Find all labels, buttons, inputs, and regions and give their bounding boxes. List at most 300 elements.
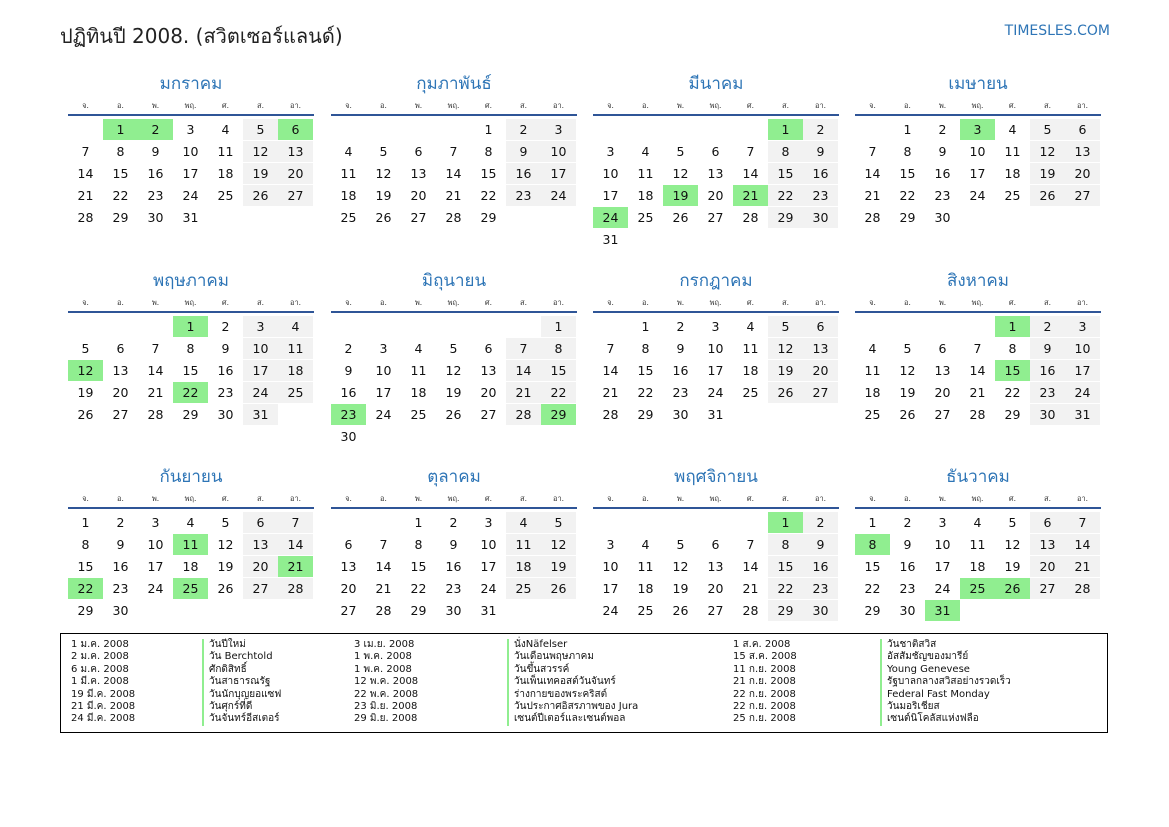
month-name: กันยายน	[159, 467, 223, 487]
day-cell: 18	[278, 360, 313, 381]
day-cell: 8	[186, 341, 195, 356]
holiday-date: 11 ก.ย. 2008	[733, 663, 796, 675]
day-cell: 2	[903, 515, 912, 530]
week-row	[855, 578, 1101, 600]
holiday-day-cell: 8	[855, 534, 890, 555]
weekday-label: ศ.	[1008, 100, 1017, 110]
week-row	[68, 360, 314, 382]
weekday-header	[593, 490, 839, 509]
holiday-name: ร่างกายของพระคริสต์	[507, 689, 638, 701]
day-cell: 2	[116, 515, 125, 530]
holiday-name-column	[202, 639, 281, 726]
week-row	[331, 382, 577, 404]
day-cell: 25	[637, 210, 654, 225]
day-cell: 28	[147, 407, 164, 422]
day-cell: 1	[903, 122, 912, 137]
day-cell: 27	[340, 603, 357, 618]
empty-day-cell	[331, 119, 366, 140]
weekday-label: พฤ.	[709, 297, 722, 307]
week-row	[331, 207, 577, 229]
day-cell: 23	[445, 581, 462, 596]
day-cell: 20	[1065, 163, 1100, 184]
day-cell: 4	[868, 341, 877, 356]
day-cell: 15	[410, 559, 427, 574]
holiday-day-cell: 6	[278, 119, 313, 140]
day-cell: 6	[711, 144, 720, 159]
weekday-label: จ.	[869, 493, 876, 503]
weekday-label: ศ.	[221, 100, 230, 110]
day-cell: 30	[1030, 404, 1065, 425]
weekday-label: อา.	[552, 297, 565, 307]
day-cell: 19	[1004, 559, 1021, 574]
day-cell: 7	[151, 341, 160, 356]
holiday-day-cell: 22	[173, 382, 208, 403]
weekday-label: อ.	[380, 493, 387, 503]
weekday-label: ส.	[520, 493, 527, 503]
day-cell: 14	[742, 559, 759, 574]
weekday-label: ส.	[1044, 100, 1051, 110]
empty-day-cell	[208, 207, 243, 228]
day-cell: 2	[221, 319, 230, 334]
day-cell: 13	[480, 363, 497, 378]
empty-day-cell	[733, 404, 768, 425]
day-cell: 26	[672, 603, 689, 618]
weekday-label: พ.	[938, 493, 947, 503]
day-cell: 31	[480, 603, 497, 618]
day-cell: 6	[711, 537, 720, 552]
empty-day-cell	[208, 600, 243, 621]
day-cell: 24	[1065, 382, 1100, 403]
weekday-label: อา.	[552, 100, 565, 110]
holiday-date: 1 มี.ค. 2008	[71, 676, 129, 688]
day-cell: 29	[899, 210, 916, 225]
week-row	[855, 534, 1101, 556]
day-cell: 4	[186, 515, 195, 530]
day-cell: 28	[77, 210, 94, 225]
day-cell: 6	[243, 512, 278, 533]
month-name: ตุลาคม	[427, 467, 481, 487]
day-cell: 20	[480, 385, 497, 400]
day-cell: 16	[112, 559, 129, 574]
day-cell: 24	[147, 581, 164, 596]
holiday-day-cell: 11	[173, 534, 208, 555]
holiday-date: 1 ม.ค. 2008	[71, 639, 129, 650]
week-row	[68, 338, 314, 360]
weekday-label: พฤ.	[184, 297, 197, 307]
day-cell: 14	[506, 360, 541, 381]
empty-day-cell	[506, 600, 541, 621]
day-cell: 5	[541, 512, 576, 533]
day-cell: 4	[278, 316, 313, 337]
day-cell: 8	[116, 144, 125, 159]
week-row	[68, 382, 314, 404]
day-cell: 28	[742, 603, 759, 618]
holiday-day-cell: 26	[995, 578, 1030, 599]
day-cell: 13	[934, 363, 951, 378]
day-cell: 19	[768, 360, 803, 381]
weekday-label: อ.	[904, 297, 911, 307]
day-cell: 20	[243, 556, 278, 577]
day-cell: 20	[278, 163, 313, 184]
day-cell: 3	[151, 515, 160, 530]
weekday-label: พฤ.	[709, 493, 722, 503]
week-row	[593, 185, 839, 207]
holiday-date: 3 เม.ย. 2008	[354, 639, 415, 650]
month-name: กรกฎาคม	[679, 271, 753, 291]
week-row	[593, 207, 839, 229]
day-cell: 15	[112, 166, 129, 181]
holiday-date: 25 ก.ย. 2008	[733, 713, 796, 725]
day-cell: 9	[506, 141, 541, 162]
empty-day-cell	[803, 404, 838, 425]
weekday-header	[331, 294, 577, 313]
empty-day-cell	[401, 119, 436, 140]
day-cell: 14	[969, 363, 986, 378]
weekday-header	[593, 294, 839, 313]
day-cell: 25	[410, 407, 427, 422]
day-cell: 23	[506, 185, 541, 206]
weekday-label: อ.	[904, 493, 911, 503]
month-name: มีนาคม	[688, 74, 744, 94]
day-cell: 8	[541, 338, 576, 359]
day-cell: 23	[803, 578, 838, 599]
day-cell: 25	[637, 603, 654, 618]
day-cell: 30	[340, 429, 357, 444]
holiday-name: วันชาติสวิส	[880, 639, 1011, 651]
day-cell: 22	[864, 581, 881, 596]
day-cell: 16	[672, 363, 689, 378]
empty-day-cell	[593, 119, 628, 140]
holiday-name: วัน Berchtold	[202, 651, 281, 663]
day-cell: 11	[1004, 144, 1021, 159]
day-cell: 8	[1008, 341, 1017, 356]
empty-day-cell	[733, 119, 768, 140]
day-cell: 5	[676, 537, 685, 552]
week-row	[593, 163, 839, 185]
day-cell: 15	[182, 363, 199, 378]
day-cell: 21	[147, 385, 164, 400]
day-cell: 30	[445, 603, 462, 618]
day-cell: 10	[707, 341, 724, 356]
holiday-name-column	[507, 639, 638, 726]
day-cell: 18	[637, 581, 654, 596]
weekday-label: พฤ.	[971, 493, 984, 503]
day-cell: 1	[484, 122, 493, 137]
day-cell: 17	[182, 166, 199, 181]
day-cell: 22	[1004, 385, 1021, 400]
holiday-name: วันมอริเชียส	[880, 701, 1011, 713]
week-row	[593, 119, 839, 141]
day-cell: 7	[973, 341, 982, 356]
day-cell: 26	[899, 407, 916, 422]
week-row	[331, 360, 577, 382]
empty-day-cell	[366, 119, 401, 140]
day-cell: 12	[1004, 537, 1021, 552]
holiday-name: วันศุกร์ที่ดี	[202, 701, 281, 713]
weekday-label: จ.	[869, 100, 876, 110]
week-row	[593, 229, 839, 251]
empty-day-cell	[663, 512, 698, 533]
week-row	[855, 163, 1101, 185]
day-cell: 19	[77, 385, 94, 400]
day-cell: 31	[182, 210, 199, 225]
day-cell: 22	[768, 185, 803, 206]
day-cell: 7	[278, 512, 313, 533]
holiday-date: 21 มี.ค. 2008	[71, 700, 136, 712]
day-cell: 16	[803, 163, 838, 184]
empty-day-cell	[331, 316, 366, 337]
day-cell: 29	[768, 207, 803, 228]
day-cell: 23	[934, 188, 951, 203]
weekday-label: อ.	[642, 100, 649, 110]
month-block	[593, 270, 839, 426]
day-cell: 28	[278, 578, 313, 599]
day-cell: 19	[899, 385, 916, 400]
empty-day-cell	[1065, 207, 1100, 228]
day-cell: 18	[864, 385, 881, 400]
holiday-day-cell: 2	[138, 119, 173, 140]
holiday-name: นั่งNäfelser	[507, 639, 638, 651]
day-cell: 20	[410, 188, 427, 203]
day-cell: 30	[147, 210, 164, 225]
empty-day-cell	[506, 316, 541, 337]
week-row	[331, 338, 577, 360]
day-cell: 11	[340, 166, 357, 181]
day-cell: 19	[672, 581, 689, 596]
day-cell: 5	[903, 341, 912, 356]
day-cell: 2	[803, 119, 838, 140]
holiday-date: 12 พ.ค. 2008	[354, 676, 419, 688]
holiday-date: 29 มิ.ย. 2008	[354, 713, 418, 725]
week-row	[68, 600, 314, 622]
weekday-label: ส.	[1044, 493, 1051, 503]
day-cell: 20	[707, 581, 724, 596]
day-cell: 1	[541, 316, 576, 337]
day-cell: 5	[449, 341, 458, 356]
weekday-label: จ.	[869, 297, 876, 307]
day-cell: 9	[903, 537, 912, 552]
day-cell: 21	[742, 581, 759, 596]
weekday-label: ส.	[257, 493, 264, 503]
holiday-date: 23 มิ.ย. 2008	[354, 700, 418, 712]
weekday-header	[68, 490, 314, 509]
week-row	[331, 316, 577, 338]
day-cell: 28	[602, 407, 619, 422]
week-row	[593, 556, 839, 578]
day-cell: 10	[602, 166, 619, 181]
week-row	[331, 534, 577, 556]
month-name: มิถุนายน	[421, 271, 487, 291]
day-cell: 28	[445, 210, 462, 225]
holiday-name: วันเพ็นเทคอสต์วันจันทร์	[507, 676, 638, 688]
month-block	[855, 73, 1101, 229]
day-cell: 4	[344, 144, 353, 159]
empty-day-cell	[138, 316, 173, 337]
day-cell: 23	[803, 185, 838, 206]
empty-day-cell	[173, 600, 208, 621]
day-cell: 4	[641, 144, 650, 159]
weekday-label: ศ.	[746, 100, 755, 110]
weekday-label: จ.	[345, 493, 352, 503]
weekday-label: ส.	[257, 100, 264, 110]
weekday-label: ส.	[1044, 297, 1051, 307]
day-cell: 3	[484, 515, 493, 530]
day-cell: 29	[182, 407, 199, 422]
day-cell: 6	[938, 341, 947, 356]
day-cell: 5	[81, 341, 90, 356]
day-cell: 22	[541, 382, 576, 403]
day-cell: 20	[803, 360, 838, 381]
holiday-day-cell: 23	[331, 404, 366, 425]
day-cell: 28	[742, 210, 759, 225]
empty-day-cell	[541, 207, 576, 228]
day-cell: 4	[1008, 122, 1017, 137]
week-row	[68, 207, 314, 229]
day-cell: 28	[1065, 578, 1100, 599]
week-row	[331, 141, 577, 163]
day-cell: 11	[637, 559, 654, 574]
day-cell: 26	[375, 210, 392, 225]
day-cell: 16	[445, 559, 462, 574]
empty-day-cell	[1030, 600, 1065, 621]
day-cell: 14	[445, 166, 462, 181]
weekday-label: จ.	[82, 493, 89, 503]
holiday-date: 1 พ.ค. 2008	[354, 651, 412, 663]
day-cell: 29	[864, 603, 881, 618]
empty-day-cell	[628, 119, 663, 140]
holiday-day-cell: 25	[173, 578, 208, 599]
day-cell: 3	[379, 341, 388, 356]
weekday-label: พ.	[676, 493, 685, 503]
week-row	[593, 578, 839, 600]
day-cell: 13	[112, 363, 129, 378]
week-row	[855, 207, 1101, 229]
empty-day-cell	[471, 316, 506, 337]
month-block	[593, 466, 839, 622]
holiday-name: วันนักบุญยอแซฟ	[202, 689, 281, 701]
holiday-date-column	[354, 639, 418, 726]
day-cell: 14	[375, 559, 392, 574]
empty-day-cell	[401, 426, 436, 447]
day-cell: 9	[1030, 338, 1065, 359]
empty-day-cell	[436, 316, 471, 337]
day-cell: 9	[803, 534, 838, 555]
day-cell: 23	[672, 385, 689, 400]
day-cell: 8	[484, 144, 493, 159]
empty-day-cell	[541, 426, 576, 447]
day-cell: 24	[541, 185, 576, 206]
holiday-date-column	[71, 639, 135, 726]
holiday-date: 22 ก.ย. 2008	[733, 700, 796, 712]
day-cell: 19	[217, 559, 234, 574]
day-cell: 1	[81, 515, 90, 530]
empty-day-cell	[593, 512, 628, 533]
month-block	[855, 270, 1101, 426]
day-cell: 21	[77, 188, 94, 203]
day-cell: 30	[899, 603, 916, 618]
week-row	[593, 382, 839, 404]
day-cell: 22	[480, 188, 497, 203]
day-cell: 17	[375, 385, 392, 400]
day-cell: 2	[449, 515, 458, 530]
empty-day-cell	[1030, 207, 1065, 228]
day-cell: 21	[969, 385, 986, 400]
day-cell: 9	[221, 341, 230, 356]
day-cell: 1	[641, 319, 650, 334]
day-cell: 26	[217, 581, 234, 596]
day-cell: 24	[480, 581, 497, 596]
day-cell: 21	[1065, 556, 1100, 577]
day-cell: 13	[278, 141, 313, 162]
day-cell: 2	[676, 319, 685, 334]
day-cell: 6	[803, 316, 838, 337]
weekday-label: พฤ.	[447, 493, 460, 503]
month-block	[68, 73, 314, 229]
day-cell: 7	[379, 537, 388, 552]
day-cell: 21	[445, 188, 462, 203]
empty-day-cell	[68, 119, 103, 140]
day-cell: 12	[445, 363, 462, 378]
day-cell: 21	[864, 188, 881, 203]
weekday-label: อา.	[814, 493, 827, 503]
site-link[interactable]: TIMESLES.COM	[1004, 23, 1110, 39]
day-cell: 7	[746, 537, 755, 552]
weekday-label: พ.	[151, 493, 160, 503]
weekday-label: พฤ.	[971, 297, 984, 307]
holiday-date: 22 พ.ค. 2008	[354, 688, 419, 700]
day-cell: 3	[606, 144, 615, 159]
empty-day-cell	[698, 119, 733, 140]
day-cell: 26	[672, 210, 689, 225]
day-cell: 17	[480, 559, 497, 574]
day-cell: 24	[969, 188, 986, 203]
week-row	[68, 512, 314, 534]
day-cell: 24	[934, 581, 951, 596]
day-cell: 18	[182, 559, 199, 574]
day-cell: 21	[375, 581, 392, 596]
empty-day-cell	[243, 207, 278, 228]
holiday-name: เซนต์นิโคลัสแห่งฟลือ	[880, 713, 1011, 725]
empty-day-cell	[925, 316, 960, 337]
day-cell: 3	[186, 122, 195, 137]
day-cell: 26	[768, 382, 803, 403]
day-cell: 29	[768, 600, 803, 621]
day-cell: 13	[707, 559, 724, 574]
day-cell: 19	[375, 188, 392, 203]
day-cell: 2	[938, 122, 947, 137]
day-cell: 20	[934, 385, 951, 400]
weekday-label: อา.	[289, 297, 302, 307]
empty-day-cell	[628, 229, 663, 250]
weekday-header	[68, 294, 314, 313]
weekday-label: ศ.	[221, 493, 230, 503]
day-cell: 17	[243, 360, 278, 381]
day-cell: 27	[480, 407, 497, 422]
month-name: ธันวาคม	[946, 467, 1010, 487]
day-cell: 12	[217, 537, 234, 552]
day-cell: 25	[1004, 188, 1021, 203]
month-block	[593, 73, 839, 251]
day-cell: 14	[864, 166, 881, 181]
empty-day-cell	[506, 207, 541, 228]
day-cell: 13	[803, 338, 838, 359]
day-cell: 13	[1065, 141, 1100, 162]
weekday-label: พ.	[151, 297, 160, 307]
empty-day-cell	[68, 316, 103, 337]
weekday-label: อ.	[117, 493, 124, 503]
day-cell: 23	[147, 188, 164, 203]
weekday-label: ศ.	[1008, 297, 1017, 307]
